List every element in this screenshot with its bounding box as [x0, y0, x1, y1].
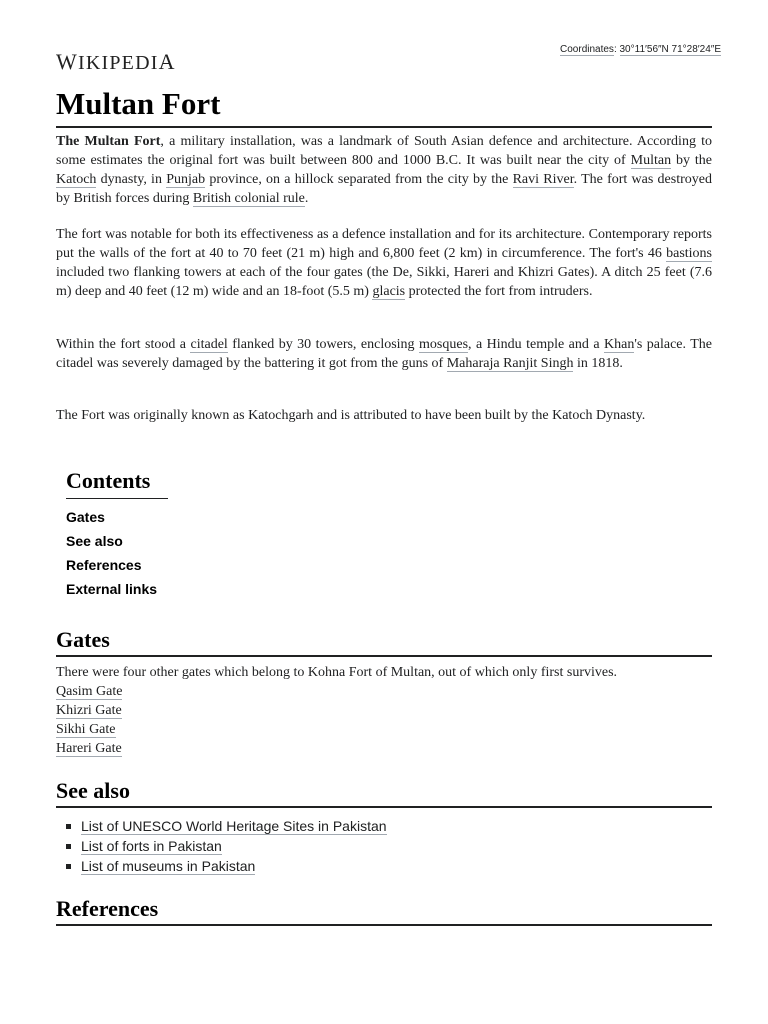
- section-heading-references: References: [56, 895, 712, 926]
- gates-list: [56, 682, 122, 758]
- link-sikhi-gate[interactable]: Sikhi Gate: [56, 722, 116, 737]
- list-item: [66, 816, 387, 836]
- p1-text-3: dynasty, in: [96, 172, 167, 187]
- p3-text-3: , a Hindu temple and a: [468, 337, 605, 352]
- toc-item-references[interactable]: References: [66, 557, 142, 573]
- table-of-contents: [66, 466, 168, 601]
- list-item: [66, 856, 387, 876]
- page-title: Multan Fort: [56, 84, 712, 128]
- toc-title: Contents: [66, 466, 168, 499]
- p2-text-1: The fort was notable for both its effectiveness as a defence installation and for its architecture. Contemporary reports put the walls of the fort at 40 to 70 feet (21 m) high and 6,800 feet (2 km) in circumference. The fort's 46: [56, 227, 712, 261]
- p3-text-2: flanked by 30 towers, enclosing: [227, 337, 420, 352]
- list-item: [56, 701, 122, 720]
- article-paragraph-2: [56, 225, 712, 301]
- p3-text-4: 's palace. The citadel was severely damaged by the battering it got from the guns of: [56, 337, 712, 371]
- coordinates: Coordinates: 30°11′56″N 71°28′24″E: [560, 44, 721, 55]
- list-item: [56, 682, 122, 701]
- article-paragraph-3: [56, 335, 712, 373]
- logo-last-letter: A: [158, 49, 176, 74]
- gates-intro: There were four other gates which belong to Kohna Fort of Multan, out of which only first survives.: [56, 665, 618, 680]
- link-hareri-gate[interactable]: Hareri Gate: [56, 741, 122, 756]
- p1-text-2: by the: [671, 153, 713, 168]
- link-maharaja-ranjit-singh[interactable]: Maharaja Ranjit Singh: [446, 356, 574, 371]
- p2-text-2: included two flanking towers at each of the four gates (the De, Sikki, Hareri and Khizri Gates). A ditch 25 feet (7.6 m) deep and 40 feet (12 m) wide and an 18-foot (5.5 m): [56, 265, 712, 299]
- link-mosques[interactable]: mosques: [419, 337, 469, 352]
- list-item: [56, 739, 122, 758]
- article-paragraph-1: [56, 132, 712, 208]
- p2-text-3: protected the fort from intruders.: [405, 284, 593, 299]
- link-multan[interactable]: Multan: [630, 153, 672, 168]
- link-forts-in-pakistan[interactable]: List of forts in Pakistan: [81, 838, 222, 854]
- section-heading-see-also: See also: [56, 777, 712, 808]
- coordinates-label-link[interactable]: Coordinates: [560, 44, 614, 55]
- link-katoch[interactable]: Katoch: [56, 172, 97, 187]
- link-punjab[interactable]: Punjab: [166, 172, 206, 187]
- list-item: [56, 720, 122, 739]
- list-item: [66, 836, 387, 856]
- p1-text-1: , a military installation, was a landmark of South Asian defence and architecture. According to some estimates the original fort was built between 800 and 1000 B.C. It was built near the city of: [56, 134, 712, 168]
- section-heading-gates: Gates: [56, 626, 712, 657]
- p3-text-1: Within the fort stood a: [56, 337, 191, 352]
- logo-first-letter: W: [56, 49, 78, 74]
- link-ravi-river[interactable]: Ravi River: [512, 172, 574, 187]
- link-khizri-gate[interactable]: Khizri Gate: [56, 703, 122, 718]
- link-qasim-gate[interactable]: Qasim Gate: [56, 684, 123, 699]
- article-subject-bold: The Multan Fort: [56, 134, 161, 149]
- link-citadel[interactable]: citadel: [190, 337, 228, 352]
- wikipedia-logo[interactable]: [56, 49, 176, 75]
- toc-item-external-links[interactable]: External links: [66, 581, 158, 597]
- link-glacis[interactable]: glacis: [372, 284, 406, 299]
- see-also-list: [66, 816, 387, 876]
- link-museums-in-pakistan[interactable]: List of museums in Pakistan: [81, 858, 256, 874]
- link-bastions[interactable]: bastions: [666, 246, 712, 261]
- toc-item-see-also[interactable]: See also: [66, 533, 123, 549]
- p1-text-4: province, on a hillock separated from the city by the: [205, 172, 513, 187]
- p1-text-6: .: [304, 191, 309, 206]
- article-paragraph-4: The Fort was originally known as Katochgarh and is attributed to have been built by the Katoch Dynasty.: [56, 408, 646, 423]
- p3-text-5: in 1818.: [573, 356, 623, 371]
- p1-text-5: . The fort was destroyed by British forces during: [56, 172, 712, 206]
- logo-middle-letters: IKIPEDI: [77, 52, 159, 74]
- link-khan[interactable]: Khan: [604, 337, 635, 352]
- coordinates-value-link[interactable]: 30°11′56″N 71°28′24″E: [619, 44, 721, 55]
- link-unesco-sites-pakistan[interactable]: List of UNESCO World Heritage Sites in Pakistan: [81, 818, 387, 834]
- link-british-colonial-rule[interactable]: British colonial rule: [192, 191, 305, 206]
- toc-item-gates[interactable]: Gates: [66, 509, 105, 525]
- toc-list: [66, 505, 168, 601]
